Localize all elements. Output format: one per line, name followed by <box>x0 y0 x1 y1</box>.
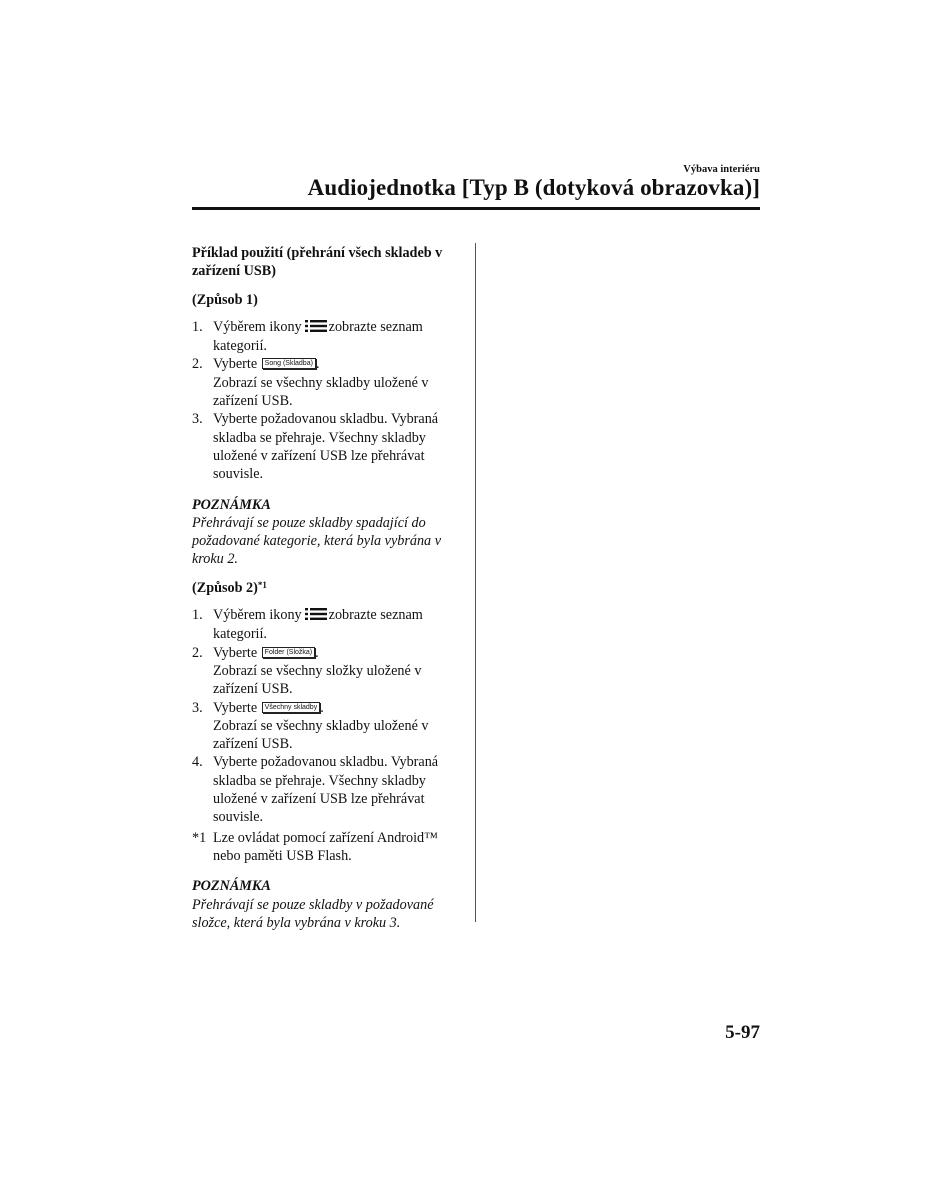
list-item <box>192 606 467 644</box>
list-item <box>192 318 467 356</box>
note-title: POZNÁMKA <box>192 878 271 895</box>
title-rule <box>192 207 760 210</box>
step-text: Vyberte požadovanou skladbu. Vybraná skladba se přehraje. Všechny skladby uložené v zařízení USB lze přehrávat souvisle. <box>213 411 439 483</box>
step-text: . <box>315 644 319 661</box>
footnote <box>192 829 467 866</box>
footnote-reference: *1 <box>257 579 267 590</box>
step-text: Vyberte <box>213 699 258 716</box>
list-item <box>192 753 467 826</box>
footnote-mark: *1 <box>192 829 207 846</box>
method-2-steps <box>192 606 467 827</box>
footnote-text: Lze ovládat pomocí zařízení Android™ nebo paměti USB Flash. <box>213 829 439 864</box>
step-number: 3. <box>192 699 203 716</box>
list-item <box>192 644 467 699</box>
step-text: Vyberte požadovanou skladbu. Vybraná skladba se přehraje. Všechny skladby uložené v zařízení USB lze přehrávat souvisle. <box>213 754 439 826</box>
list-icon <box>305 607 327 625</box>
song-button: Song (Skladba) <box>262 358 316 369</box>
section-label: Výbava interiéru <box>683 164 760 175</box>
folder-button: Folder (Složka) <box>262 647 315 658</box>
step-detail: Zobrazí se všechny složky uložené v zařízení USB. <box>213 662 422 698</box>
step-text: Vyberte <box>213 644 258 661</box>
step-text: Výběrem ikony <box>213 318 302 335</box>
method-1-title: (Způsob 1) <box>192 291 258 308</box>
example-heading: Příklad použití (přehrání všech skladeb v zařízení USB) <box>192 245 443 280</box>
column-divider <box>475 243 476 922</box>
list-item <box>192 699 467 754</box>
note-text: Přehrávají se pouze skladby v požadované složce, která byla vybrána v kroku 3. <box>192 896 434 931</box>
left-column <box>192 244 467 942</box>
step-text: Výběrem ikony <box>213 607 302 624</box>
step-number: 3. <box>192 411 203 428</box>
step-number: 2. <box>192 644 203 661</box>
step-number: 1. <box>192 607 203 624</box>
all-songs-button: Všechny skladby <box>262 702 321 713</box>
list-icon <box>305 319 327 337</box>
step-number: 4. <box>192 754 203 771</box>
page-title: Audiojednotka [Typ B (dotyková obrazovka)] <box>307 175 760 200</box>
note-title: POZNÁMKA <box>192 496 271 513</box>
step-text: . <box>320 699 324 716</box>
step-detail: Zobrazí se všechny skladby uložené v zařízení USB. <box>213 717 429 753</box>
step-text: . <box>315 356 320 373</box>
method-2-title: (Způsob 2)$^{*1}$ <box>192 579 267 596</box>
step-text: zobrazte seznam kategorií. <box>213 607 423 643</box>
page-number: 5-97 <box>725 1022 760 1043</box>
step-text: Vyberte <box>213 356 258 373</box>
step-detail: Zobrazí se všechny skladby uložené v zařízení USB. <box>213 374 429 410</box>
step-number: 2. <box>192 356 203 373</box>
list-item <box>192 410 467 483</box>
method-1-steps <box>192 318 467 484</box>
step-text: zobrazte seznam kategorií. <box>213 318 423 355</box>
note-text: Přehrávají se pouze skladby spadající do požadované kategorie, která byla vybrána v kroku 2. <box>192 514 441 568</box>
step-number: 1. <box>192 318 203 335</box>
list-item <box>192 355 467 410</box>
